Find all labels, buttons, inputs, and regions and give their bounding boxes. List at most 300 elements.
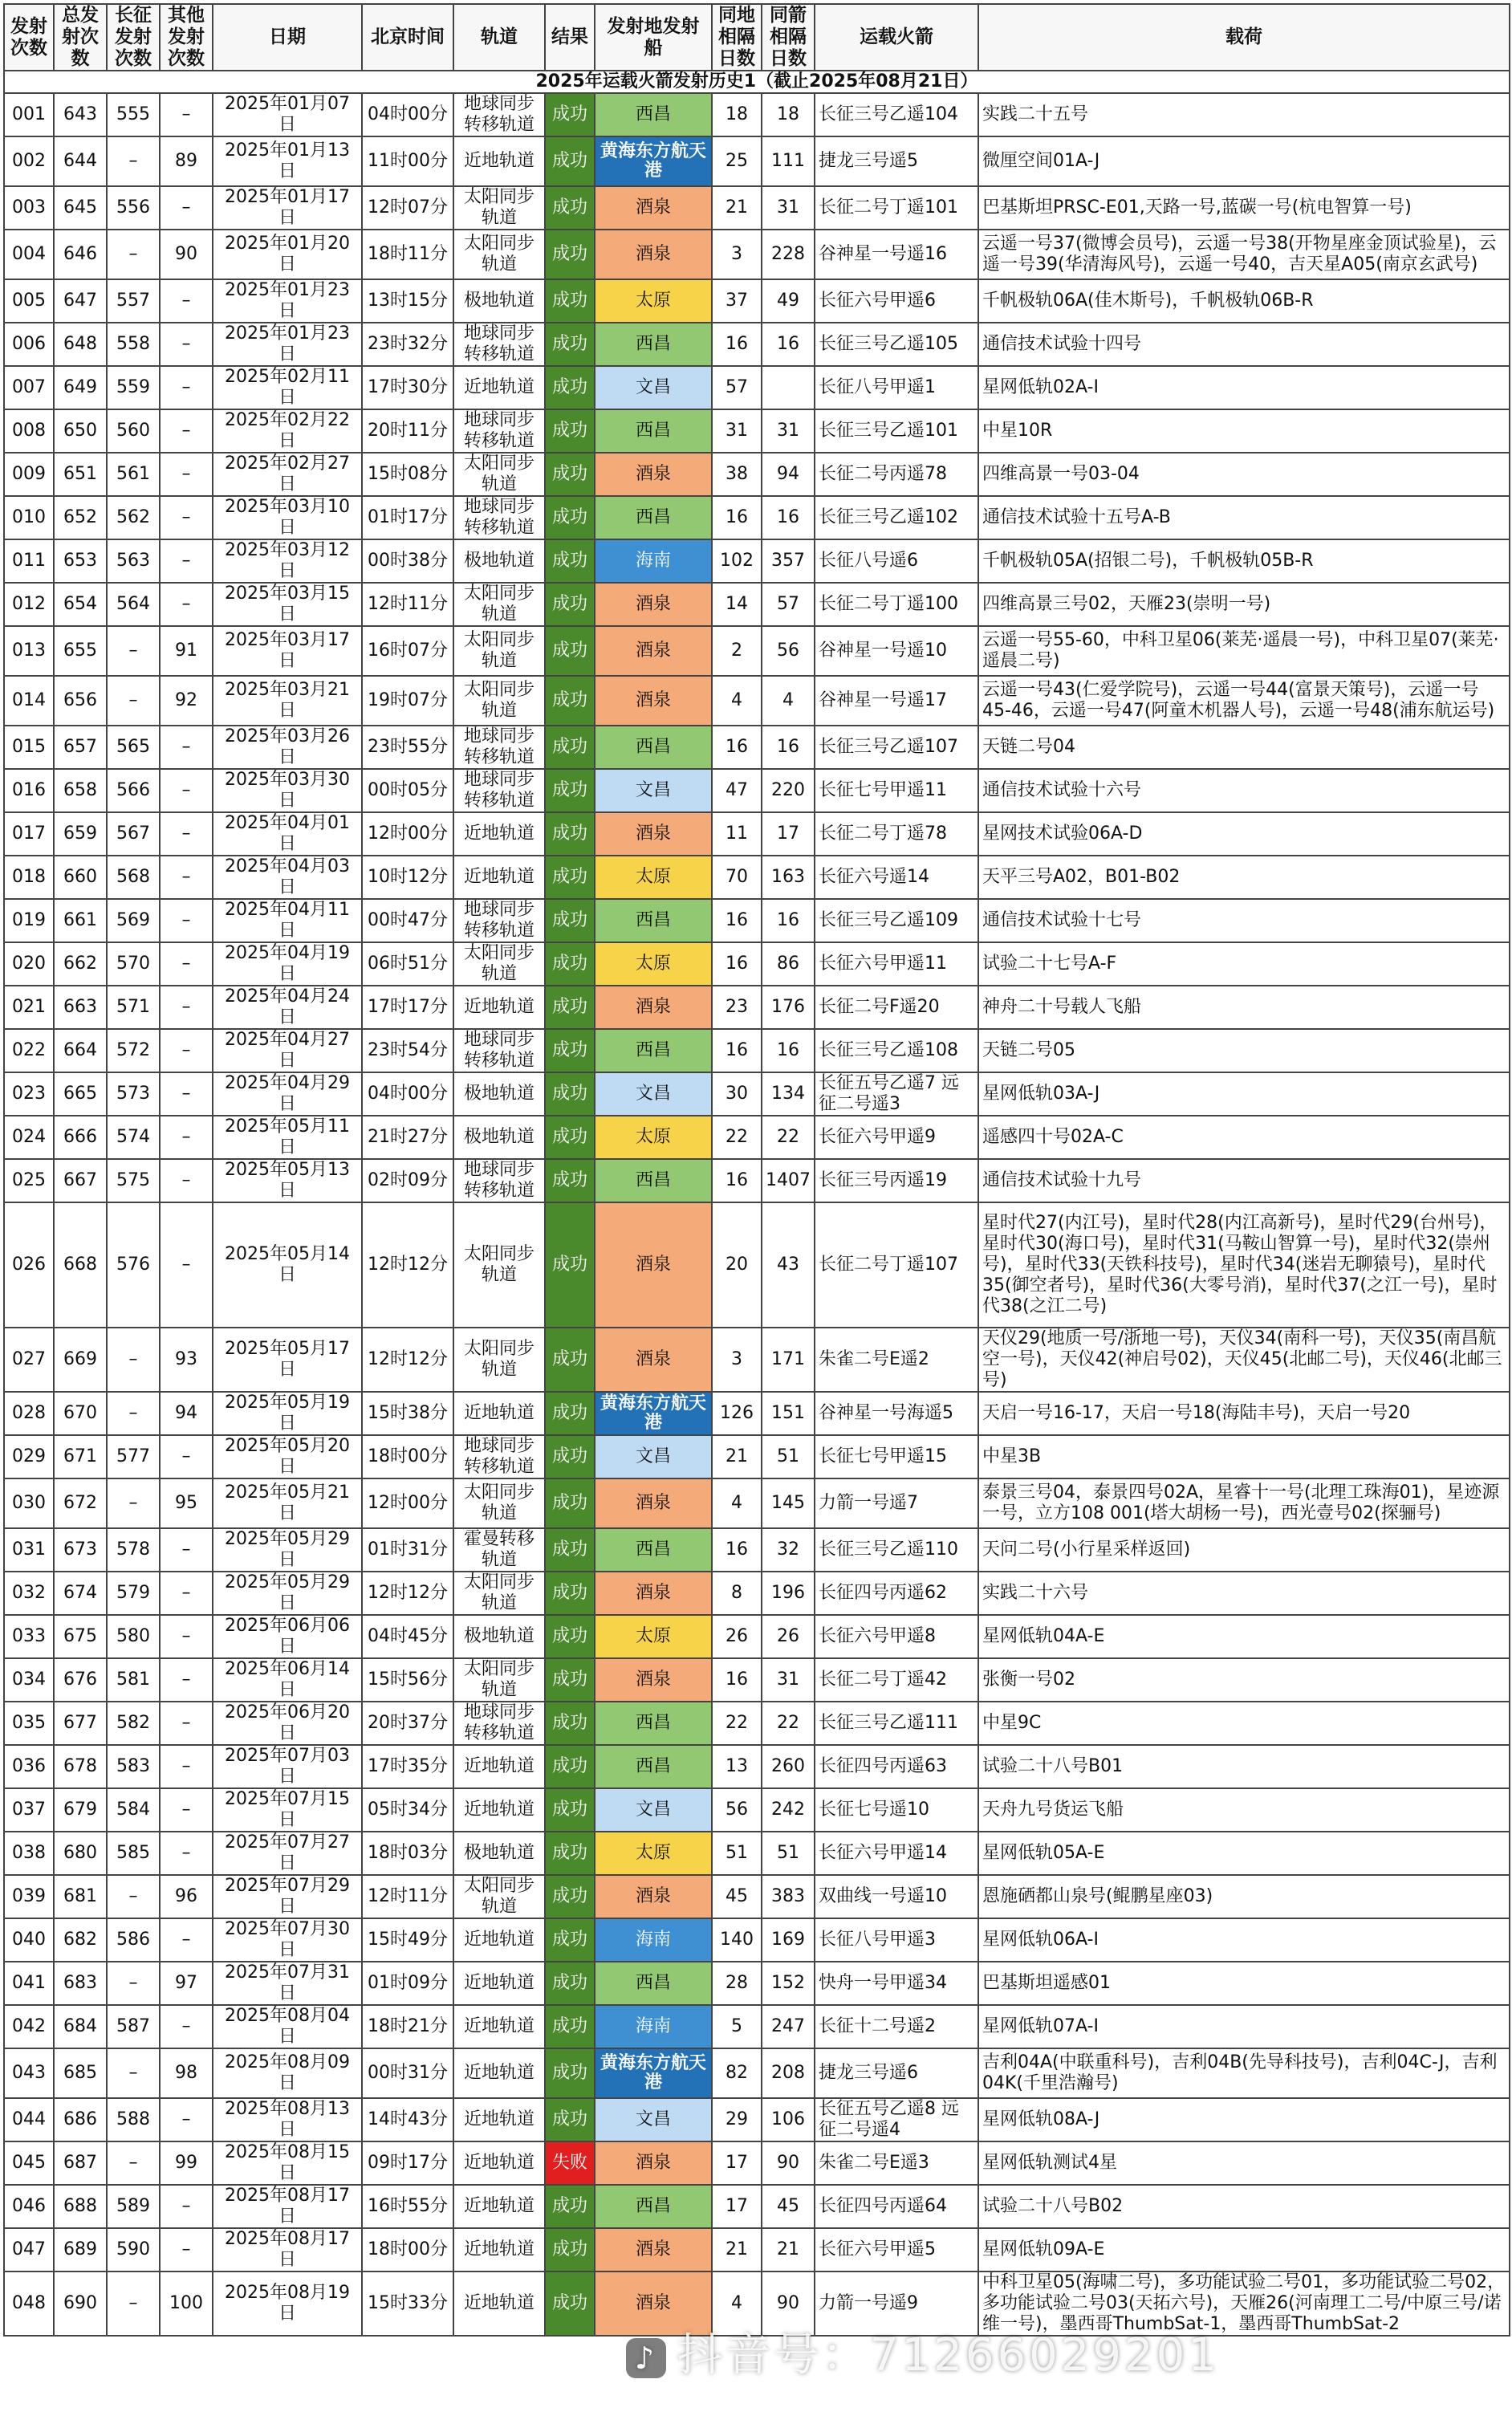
- same-site-interval-cell: 30: [712, 1072, 762, 1116]
- same-rocket-interval-cell: 228: [762, 230, 815, 279]
- other-no-cell: –: [160, 2005, 213, 2048]
- result-cell: 成功: [545, 230, 595, 279]
- result-cell: 成功: [545, 2048, 595, 2098]
- payload-cell: 试验二十八号B01: [978, 1745, 1510, 1788]
- launch-site-cell: 酒泉: [595, 986, 712, 1029]
- long-march-no-cell: 568: [107, 856, 160, 899]
- launch-site-cell: 太原: [595, 856, 712, 899]
- payload-cell: 千帆极轨06A(佳木斯号)，千帆极轨06B-R: [978, 279, 1510, 323]
- launch-date-cell: 2025年08月15日: [213, 2141, 362, 2185]
- column-header: 轨道: [453, 4, 545, 71]
- other-no-cell: –: [160, 279, 213, 323]
- rocket-cell: 长征三号乙遥111: [815, 1702, 978, 1745]
- result-cell: 成功: [545, 1962, 595, 2005]
- table-row: [4, 1528, 1510, 1572]
- payload-cell: 星网低轨06A-I: [978, 1918, 1510, 1962]
- launch-no-cell: 031: [4, 1528, 54, 1572]
- launch-site-cell: 酒泉: [595, 583, 712, 626]
- other-no-cell: –: [160, 583, 213, 626]
- other-no-cell: –: [160, 1615, 213, 1658]
- launch-no-cell: 047: [4, 2228, 54, 2271]
- long-march-no-cell: 557: [107, 279, 160, 323]
- launch-date-cell: 2025年04月03日: [213, 856, 362, 899]
- result-cell: 成功: [545, 726, 595, 769]
- launch-site-cell: 酒泉: [595, 186, 712, 230]
- long-march-no-cell: –: [107, 136, 160, 186]
- result-cell: 成功: [545, 279, 595, 323]
- beijing-time-cell: 23时55分: [362, 726, 453, 769]
- same-rocket-interval-cell: 169: [762, 1918, 815, 1962]
- long-march-no-cell: –: [107, 230, 160, 279]
- payload-cell: 千帆极轨05A(招银二号)，千帆极轨05B-R: [978, 539, 1510, 583]
- orbit-cell: 地球同步转移轨道: [453, 409, 545, 453]
- rocket-cell: 长征二号丙遥78: [815, 453, 978, 496]
- same-site-interval-cell: 102: [712, 539, 762, 583]
- table-row: [4, 583, 1510, 626]
- result-cell: 成功: [545, 1392, 595, 1435]
- same-site-interval-cell: 56: [712, 1788, 762, 1832]
- rocket-cell: 长征三号乙遥108: [815, 1029, 978, 1072]
- rocket-cell: 长征三号乙遥104: [815, 93, 978, 136]
- rocket-cell: 长征七号甲遥15: [815, 1435, 978, 1478]
- orbit-cell: 太阳同步轨道: [453, 1572, 545, 1615]
- launch-no-cell: 034: [4, 1658, 54, 1702]
- rocket-cell: 长征三号丙遥19: [815, 1159, 978, 1202]
- same-site-interval-cell: 38: [712, 453, 762, 496]
- same-rocket-interval-cell: 51: [762, 1832, 815, 1875]
- total-no-cell: 686: [54, 2098, 107, 2141]
- result-cell: 成功: [545, 1832, 595, 1875]
- same-rocket-interval-cell: 31: [762, 186, 815, 230]
- total-no-cell: 664: [54, 1029, 107, 1072]
- orbit-cell: 近地轨道: [453, 136, 545, 186]
- launch-site-cell: 酒泉: [595, 2228, 712, 2271]
- result-cell: 成功: [545, 676, 595, 726]
- payload-cell: 中星10R: [978, 409, 1510, 453]
- launch-date-cell: 2025年03月30日: [213, 769, 362, 812]
- result-cell: 成功: [545, 1072, 595, 1116]
- beijing-time-cell: 11时00分: [362, 136, 453, 186]
- result-cell: 成功: [545, 1029, 595, 1072]
- long-march-no-cell: 590: [107, 2228, 160, 2271]
- payload-cell: 中科卫星05(海啸二号)，多功能试验二号01，多功能试验二号02，多功能试验二号03(天拓六号)，天雁26(河南理工二号/中原三号/诺维一号)，墨西哥ThumbSat-1，墨西哥ThumbSat-2: [978, 2271, 1510, 2336]
- rocket-cell: 长征六号甲遥8: [815, 1615, 978, 1658]
- same-site-interval-cell: 26: [712, 1615, 762, 1658]
- launch-no-cell: 042: [4, 2005, 54, 2048]
- beijing-time-cell: 04时00分: [362, 93, 453, 136]
- table-row: [4, 1392, 1510, 1435]
- same-site-interval-cell: 3: [712, 1328, 762, 1392]
- total-no-cell: 674: [54, 1572, 107, 1615]
- total-no-cell: 668: [54, 1202, 107, 1328]
- result-cell: 成功: [545, 2098, 595, 2141]
- launch-date-cell: 2025年08月04日: [213, 2005, 362, 2048]
- other-no-cell: 96: [160, 1875, 213, 1918]
- launch-date-cell: 2025年08月09日: [213, 2048, 362, 2098]
- table-row: [4, 1202, 1510, 1328]
- same-site-interval-cell: 82: [712, 2048, 762, 2098]
- total-no-cell: 685: [54, 2048, 107, 2098]
- long-march-no-cell: 582: [107, 1702, 160, 1745]
- orbit-cell: 近地轨道: [453, 856, 545, 899]
- launch-date-cell: 2025年01月13日: [213, 136, 362, 186]
- same-rocket-interval-cell: 49: [762, 279, 815, 323]
- beijing-time-cell: 10时12分: [362, 856, 453, 899]
- result-cell: 成功: [545, 1875, 595, 1918]
- beijing-time-cell: 06时51分: [362, 942, 453, 986]
- same-site-interval-cell: 21: [712, 2228, 762, 2271]
- launch-date-cell: 2025年04月27日: [213, 1029, 362, 1072]
- beijing-time-cell: 09时17分: [362, 2141, 453, 2185]
- table-row: [4, 1478, 1510, 1528]
- orbit-cell: 近地轨道: [453, 2271, 545, 2336]
- launch-site-cell: 西昌: [595, 1702, 712, 1745]
- beijing-time-cell: 00时38分: [362, 539, 453, 583]
- table-row: [4, 1918, 1510, 1962]
- table-row: [4, 769, 1510, 812]
- other-no-cell: –: [160, 1116, 213, 1159]
- same-site-interval-cell: 29: [712, 2098, 762, 2141]
- launch-no-cell: 006: [4, 323, 54, 366]
- launch-site-cell: 太原: [595, 942, 712, 986]
- launch-site-cell: 西昌: [595, 1029, 712, 1072]
- launch-date-cell: 2025年07月15日: [213, 1788, 362, 1832]
- same-site-interval-cell: 21: [712, 186, 762, 230]
- orbit-cell: 太阳同步轨道: [453, 1875, 545, 1918]
- launch-site-cell: 黄海东方航天港: [595, 2048, 712, 2098]
- beijing-time-cell: 05时34分: [362, 1788, 453, 1832]
- same-site-interval-cell: 51: [712, 1832, 762, 1875]
- column-header: 其他发射次数: [160, 4, 213, 71]
- same-rocket-interval-cell: 18: [762, 93, 815, 136]
- total-no-cell: 673: [54, 1528, 107, 1572]
- rocket-cell: 长征六号甲遥11: [815, 942, 978, 986]
- launch-date-cell: 2025年02月27日: [213, 453, 362, 496]
- launch-site-cell: 太原: [595, 1615, 712, 1658]
- launch-site-cell: 西昌: [595, 2185, 712, 2228]
- column-header: 总发射次数: [54, 4, 107, 71]
- table-body: [4, 93, 1510, 2336]
- launch-no-cell: 041: [4, 1962, 54, 2005]
- result-cell: 成功: [545, 1918, 595, 1962]
- beijing-time-cell: 02时09分: [362, 1159, 453, 1202]
- orbit-cell: 极地轨道: [453, 1615, 545, 1658]
- beijing-time-cell: 00时47分: [362, 899, 453, 942]
- table-row: [4, 1572, 1510, 1615]
- other-no-cell: –: [160, 2228, 213, 2271]
- beijing-time-cell: 12时11分: [362, 1875, 453, 1918]
- long-march-no-cell: 563: [107, 539, 160, 583]
- result-cell: 成功: [545, 942, 595, 986]
- other-no-cell: 98: [160, 2048, 213, 2098]
- total-no-cell: 665: [54, 1072, 107, 1116]
- rocket-cell: 朱雀二号E遥3: [815, 2141, 978, 2185]
- payload-cell: 天平三号A02，B01-B02: [978, 856, 1510, 899]
- total-no-cell: 675: [54, 1615, 107, 1658]
- launch-date-cell: 2025年07月29日: [213, 1875, 362, 1918]
- rocket-cell: 长征十二号遥2: [815, 2005, 978, 2048]
- same-site-interval-cell: 16: [712, 899, 762, 942]
- same-rocket-interval-cell: 17: [762, 812, 815, 856]
- table-row: [4, 1832, 1510, 1875]
- payload-cell: 天链二号05: [978, 1029, 1510, 1072]
- beijing-time-cell: 18时21分: [362, 2005, 453, 2048]
- total-no-cell: 643: [54, 93, 107, 136]
- launch-site-cell: 酒泉: [595, 1572, 712, 1615]
- launch-date-cell: 2025年03月26日: [213, 726, 362, 769]
- launch-date-cell: 2025年06月14日: [213, 1658, 362, 1702]
- same-site-interval-cell: 16: [712, 496, 762, 539]
- payload-cell: 通信技术试验十四号: [978, 323, 1510, 366]
- orbit-cell: 太阳同步轨道: [453, 186, 545, 230]
- orbit-cell: 近地轨道: [453, 1788, 545, 1832]
- orbit-cell: 极地轨道: [453, 539, 545, 583]
- launch-site-cell: 文昌: [595, 2098, 712, 2141]
- beijing-time-cell: 04时00分: [362, 1072, 453, 1116]
- same-site-interval-cell: 22: [712, 1116, 762, 1159]
- payload-cell: 四维高景三号02，天雁23(崇明一号): [978, 583, 1510, 626]
- launch-date-cell: 2025年01月23日: [213, 279, 362, 323]
- beijing-time-cell: 15时08分: [362, 453, 453, 496]
- total-no-cell: 679: [54, 1788, 107, 1832]
- long-march-no-cell: 588: [107, 2098, 160, 2141]
- launch-no-cell: 001: [4, 93, 54, 136]
- table-row: [4, 942, 1510, 986]
- payload-cell: 张衡一号02: [978, 1658, 1510, 1702]
- result-cell: 成功: [545, 583, 595, 626]
- payload-cell: 微厘空间01A-J: [978, 136, 1510, 186]
- launch-date-cell: 2025年01月23日: [213, 323, 362, 366]
- launch-no-cell: 012: [4, 583, 54, 626]
- orbit-cell: 极地轨道: [453, 1832, 545, 1875]
- result-cell: 成功: [545, 1328, 595, 1392]
- total-no-cell: 660: [54, 856, 107, 899]
- same-rocket-interval-cell: 134: [762, 1072, 815, 1116]
- same-site-interval-cell: 47: [712, 769, 762, 812]
- orbit-cell: 地球同步转移轨道: [453, 899, 545, 942]
- other-no-cell: –: [160, 1029, 213, 1072]
- table-row: [4, 2048, 1510, 2098]
- rocket-cell: 双曲线一号遥10: [815, 1875, 978, 1918]
- launch-site-cell: 文昌: [595, 769, 712, 812]
- other-no-cell: 91: [160, 626, 213, 676]
- other-no-cell: –: [160, 496, 213, 539]
- orbit-cell: 太阳同步轨道: [453, 1202, 545, 1328]
- payload-cell: 星网低轨09A-E: [978, 2228, 1510, 2271]
- payload-cell: 星网低轨02A-I: [978, 366, 1510, 409]
- table-row: [4, 1116, 1510, 1159]
- launch-site-cell: 西昌: [595, 1528, 712, 1572]
- launch-site-cell: 西昌: [595, 323, 712, 366]
- launch-site-cell: 西昌: [595, 409, 712, 453]
- beijing-time-cell: 12时00分: [362, 1478, 453, 1528]
- launch-site-cell: 酒泉: [595, 2141, 712, 2185]
- launch-no-cell: 028: [4, 1392, 54, 1435]
- long-march-no-cell: 562: [107, 496, 160, 539]
- launch-date-cell: 2025年07月27日: [213, 1832, 362, 1875]
- payload-cell: 通信技术试验十五号A-B: [978, 496, 1510, 539]
- other-no-cell: 99: [160, 2141, 213, 2185]
- result-cell: 成功: [545, 496, 595, 539]
- launch-site-cell: 酒泉: [595, 230, 712, 279]
- launch-date-cell: 2025年07月03日: [213, 1745, 362, 1788]
- table-header: [4, 4, 1510, 71]
- beijing-time-cell: 15时49分: [362, 1918, 453, 1962]
- launch-site-cell: 西昌: [595, 496, 712, 539]
- total-no-cell: 654: [54, 583, 107, 626]
- rocket-cell: 长征三号乙遥105: [815, 323, 978, 366]
- other-no-cell: –: [160, 1202, 213, 1328]
- long-march-no-cell: 578: [107, 1528, 160, 1572]
- other-no-cell: –: [160, 1435, 213, 1478]
- payload-cell: 巴基斯坦遥感01: [978, 1962, 1510, 2005]
- same-rocket-interval-cell: 16: [762, 726, 815, 769]
- table-row: [4, 1745, 1510, 1788]
- same-rocket-interval-cell: 22: [762, 1702, 815, 1745]
- same-site-interval-cell: 28: [712, 1962, 762, 2005]
- result-cell: 成功: [545, 453, 595, 496]
- table-row: [4, 812, 1510, 856]
- long-march-no-cell: 573: [107, 1072, 160, 1116]
- launch-site-cell: 太原: [595, 1832, 712, 1875]
- same-rocket-interval-cell: 16: [762, 899, 815, 942]
- result-cell: 成功: [545, 769, 595, 812]
- result-cell: 成功: [545, 1159, 595, 1202]
- beijing-time-cell: 18时11分: [362, 230, 453, 279]
- launch-date-cell: 2025年05月21日: [213, 1478, 362, 1528]
- same-rocket-interval-cell: 21: [762, 2228, 815, 2271]
- same-rocket-interval-cell: 106: [762, 2098, 815, 2141]
- launch-site-cell: 文昌: [595, 366, 712, 409]
- launch-no-cell: 018: [4, 856, 54, 899]
- launch-date-cell: 2025年06月20日: [213, 1702, 362, 1745]
- orbit-cell: 太阳同步轨道: [453, 230, 545, 279]
- total-no-cell: 648: [54, 323, 107, 366]
- total-no-cell: 677: [54, 1702, 107, 1745]
- same-site-interval-cell: 126: [712, 1392, 762, 1435]
- table-row: [4, 2098, 1510, 2141]
- total-no-cell: 683: [54, 1962, 107, 2005]
- orbit-cell: 太阳同步轨道: [453, 1478, 545, 1528]
- table-row: [4, 366, 1510, 409]
- launch-no-cell: 035: [4, 1702, 54, 1745]
- total-no-cell: 656: [54, 676, 107, 726]
- long-march-no-cell: 558: [107, 323, 160, 366]
- launch-date-cell: 2025年03月21日: [213, 676, 362, 726]
- result-cell: 成功: [545, 1658, 595, 1702]
- launch-no-cell: 003: [4, 186, 54, 230]
- other-no-cell: 94: [160, 1392, 213, 1435]
- beijing-time-cell: 12时07分: [362, 186, 453, 230]
- launch-site-cell: 海南: [595, 2005, 712, 2048]
- launch-no-cell: 037: [4, 1788, 54, 1832]
- other-no-cell: –: [160, 856, 213, 899]
- table-row: [4, 230, 1510, 279]
- result-cell: 成功: [545, 323, 595, 366]
- table-row: [4, 1435, 1510, 1478]
- same-rocket-interval-cell: 220: [762, 769, 815, 812]
- orbit-cell: 地球同步转移轨道: [453, 496, 545, 539]
- same-site-interval-cell: 14: [712, 583, 762, 626]
- table-row: [4, 2185, 1510, 2228]
- same-rocket-interval-cell: 90: [762, 2141, 815, 2185]
- table-row: [4, 2271, 1510, 2336]
- same-site-interval-cell: 45: [712, 1875, 762, 1918]
- launch-date-cell: 2025年03月15日: [213, 583, 362, 626]
- total-no-cell: 669: [54, 1328, 107, 1392]
- launch-site-cell: 太原: [595, 279, 712, 323]
- same-site-interval-cell: 8: [712, 1572, 762, 1615]
- payload-cell: 试验二十七号A-F: [978, 942, 1510, 986]
- orbit-cell: 近地轨道: [453, 2048, 545, 2098]
- launch-no-cell: 016: [4, 769, 54, 812]
- payload-cell: 实践二十五号: [978, 93, 1510, 136]
- orbit-cell: 太阳同步轨道: [453, 453, 545, 496]
- orbit-cell: 极地轨道: [453, 1116, 545, 1159]
- payload-cell: 中星9C: [978, 1702, 1510, 1745]
- total-no-cell: 681: [54, 1875, 107, 1918]
- rocket-cell: 长征六号甲遥9: [815, 1116, 978, 1159]
- long-march-no-cell: –: [107, 626, 160, 676]
- launch-no-cell: 008: [4, 409, 54, 453]
- same-site-interval-cell: 37: [712, 279, 762, 323]
- rocket-cell: 谷神星一号遥16: [815, 230, 978, 279]
- same-rocket-interval-cell: 247: [762, 2005, 815, 2048]
- same-rocket-interval-cell: 16: [762, 496, 815, 539]
- result-cell: 成功: [545, 1528, 595, 1572]
- column-header: 同箭相隔日数: [762, 4, 815, 71]
- column-header: 发射地发射船: [595, 4, 712, 71]
- launch-no-cell: 025: [4, 1159, 54, 1202]
- long-march-no-cell: 587: [107, 2005, 160, 2048]
- long-march-no-cell: –: [107, 2048, 160, 2098]
- launch-history-sheet: [3, 3, 1509, 2337]
- beijing-time-cell: 20时11分: [362, 409, 453, 453]
- result-cell: 成功: [545, 856, 595, 899]
- payload-cell: 云遥一号55-60，中科卫星06(莱芜·遥晨一号)，中科卫星07(莱芜·遥晨二号): [978, 626, 1510, 676]
- rocket-cell: 朱雀二号E遥2: [815, 1328, 978, 1392]
- launch-no-cell: 040: [4, 1918, 54, 1962]
- launch-date-cell: 2025年01月17日: [213, 186, 362, 230]
- launch-no-cell: 026: [4, 1202, 54, 1328]
- result-cell: 成功: [545, 812, 595, 856]
- rocket-cell: 捷龙三号遥5: [815, 136, 978, 186]
- same-rocket-interval-cell: 57: [762, 583, 815, 626]
- orbit-cell: 太阳同步轨道: [453, 583, 545, 626]
- rocket-cell: 谷神星一号遥10: [815, 626, 978, 676]
- same-site-interval-cell: 70: [712, 856, 762, 899]
- orbit-cell: 极地轨道: [453, 1072, 545, 1116]
- same-rocket-interval-cell: 260: [762, 1745, 815, 1788]
- launch-date-cell: 2025年05月13日: [213, 1159, 362, 1202]
- long-march-no-cell: 556: [107, 186, 160, 230]
- launch-no-cell: 048: [4, 2271, 54, 2336]
- orbit-cell: 近地轨道: [453, 366, 545, 409]
- orbit-cell: 近地轨道: [453, 2005, 545, 2048]
- same-rocket-interval-cell: 94: [762, 453, 815, 496]
- total-no-cell: 662: [54, 942, 107, 986]
- orbit-cell: 地球同步转移轨道: [453, 93, 545, 136]
- payload-cell: 天舟九号货运飞船: [978, 1788, 1510, 1832]
- other-no-cell: –: [160, 366, 213, 409]
- beijing-time-cell: 01时17分: [362, 496, 453, 539]
- beijing-time-cell: 20时37分: [362, 1702, 453, 1745]
- launch-date-cell: 2025年02月22日: [213, 409, 362, 453]
- launch-no-cell: 014: [4, 676, 54, 726]
- same-site-interval-cell: 21: [712, 1435, 762, 1478]
- total-no-cell: 670: [54, 1392, 107, 1435]
- total-no-cell: 663: [54, 986, 107, 1029]
